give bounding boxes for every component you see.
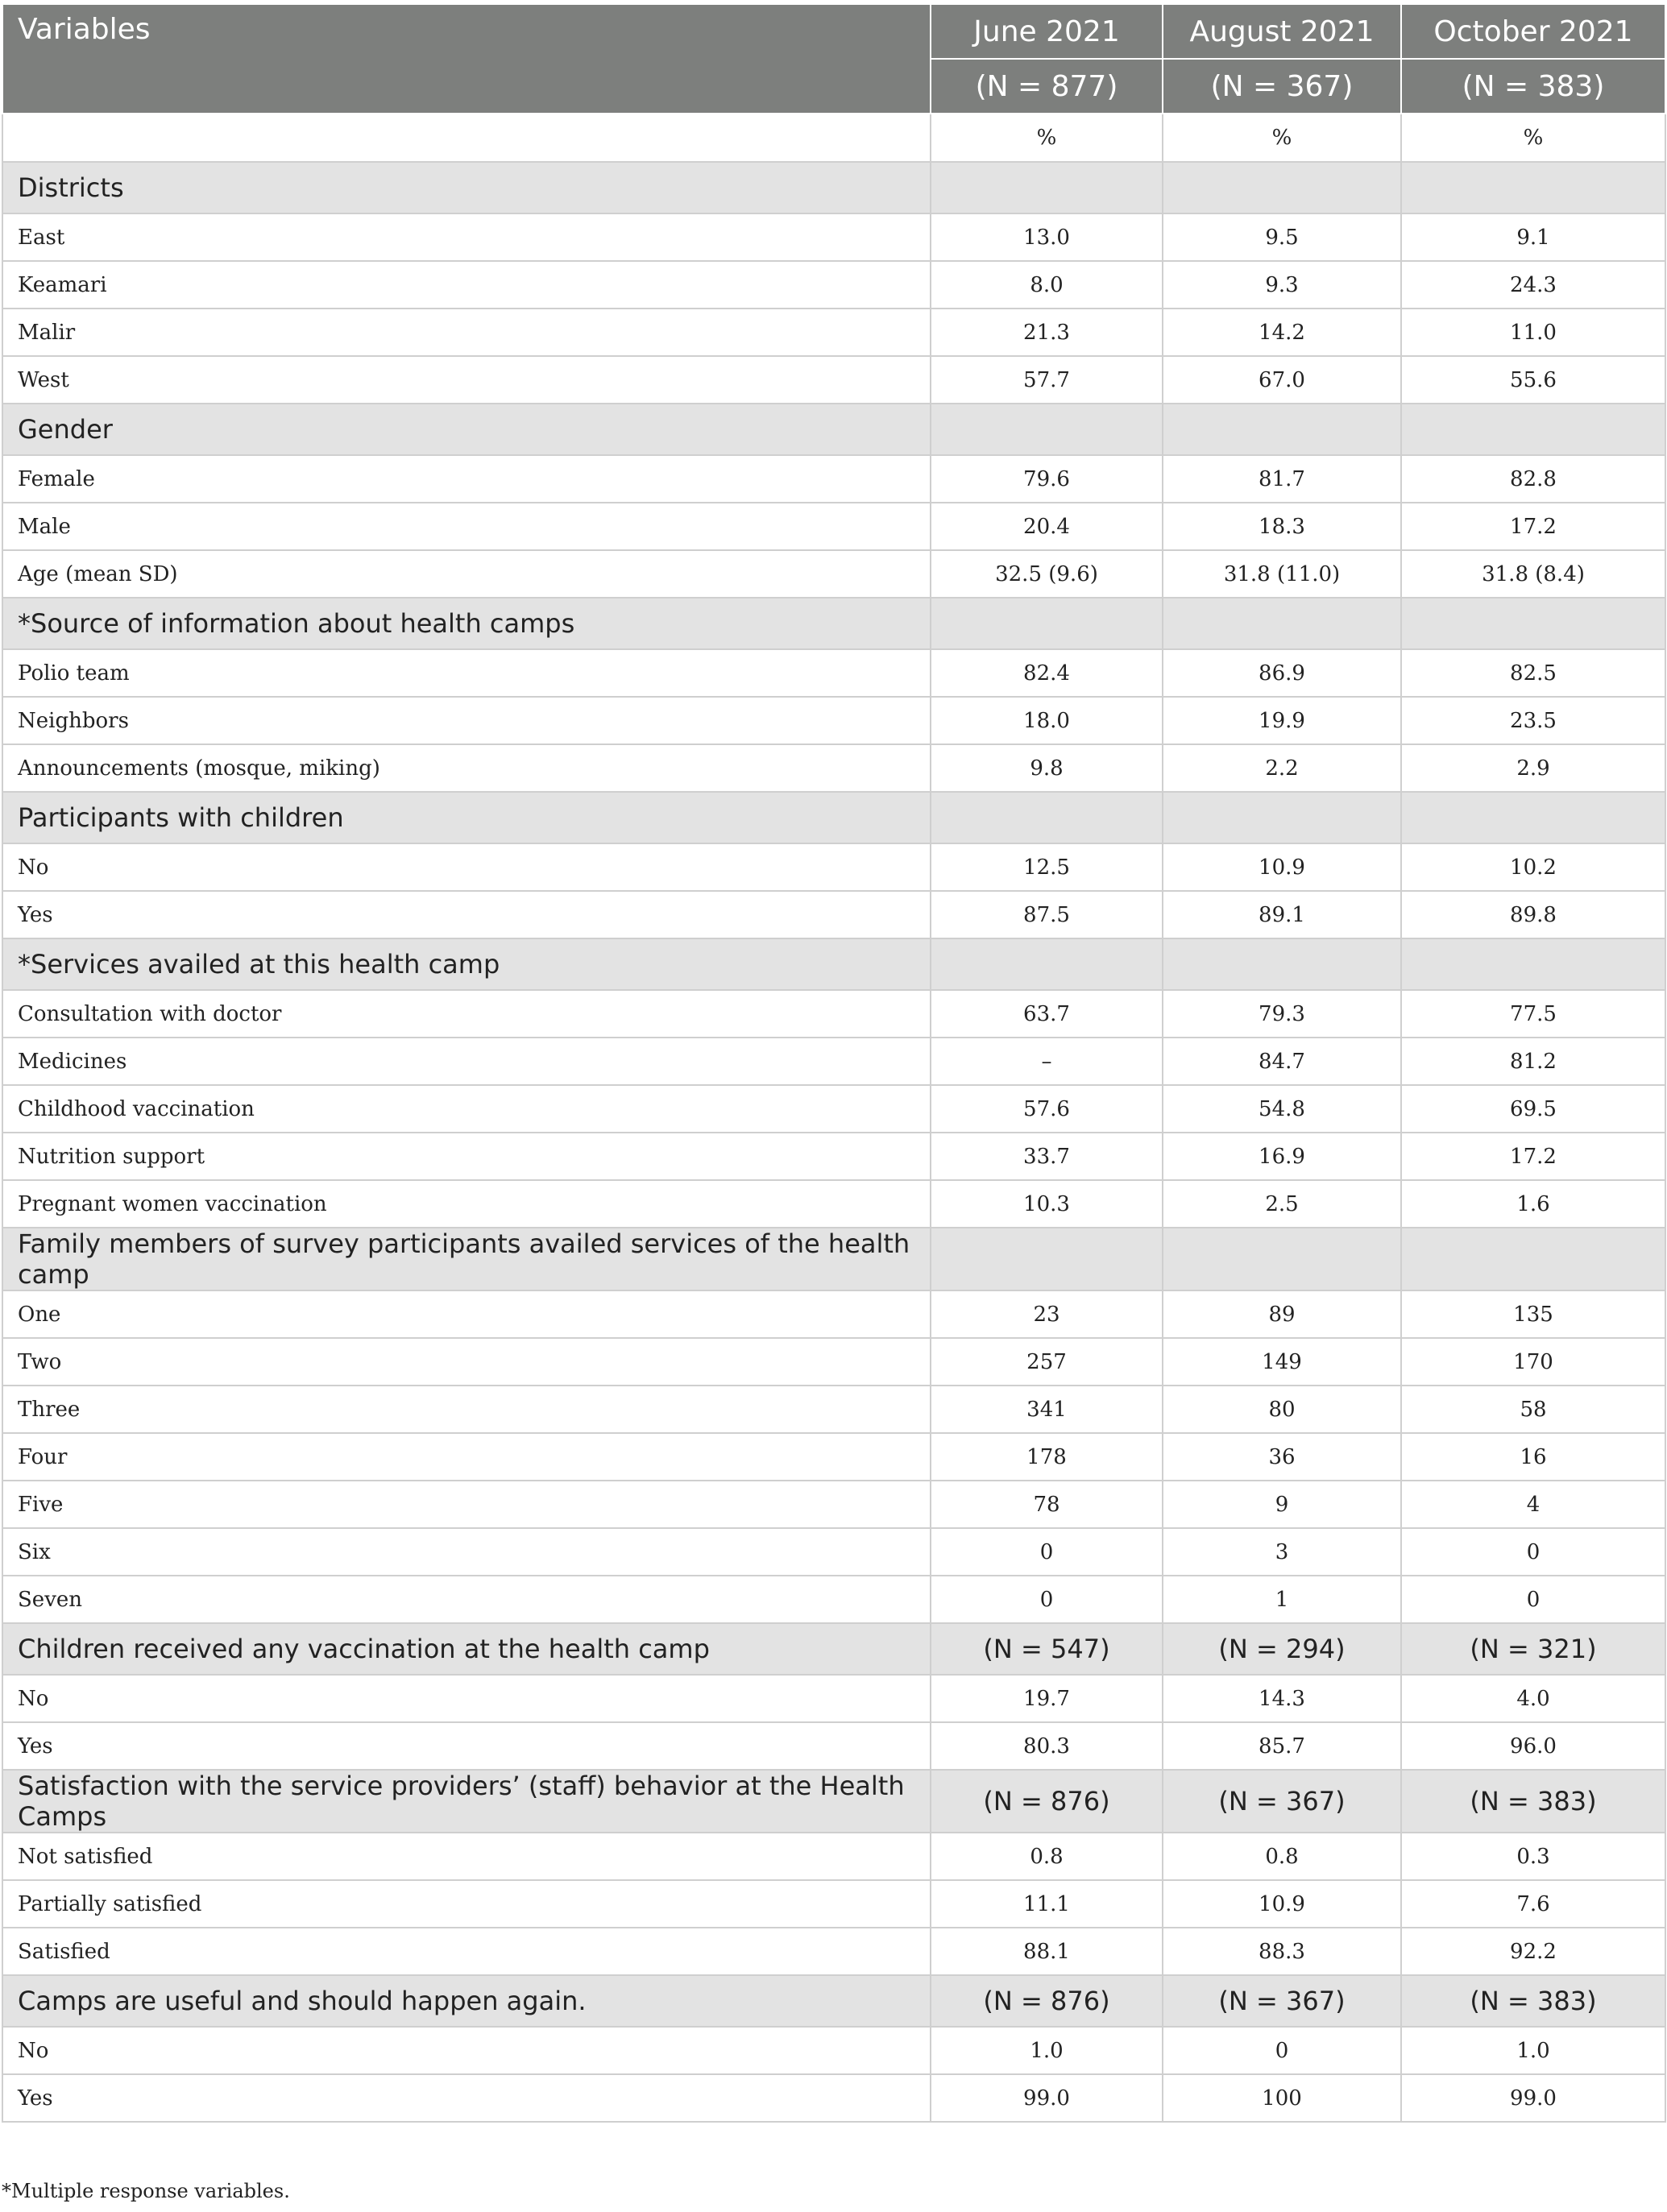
row-label: Nutrition support	[2, 1133, 931, 1180]
row-value: 82.8	[1401, 455, 1665, 503]
row-value: 33.7	[931, 1133, 1163, 1180]
section-n-label	[931, 792, 1163, 843]
row-value: 87.5	[931, 891, 1163, 938]
section-title: *Source of information about health camps	[2, 598, 931, 649]
row-value: 10.3	[931, 1180, 1163, 1228]
row-label: Keamari	[2, 261, 931, 309]
unit-cell: %	[931, 114, 1163, 162]
row-value: 23	[931, 1290, 1163, 1338]
row-value: 178	[931, 1433, 1163, 1481]
section-n-label	[931, 162, 1163, 213]
row-value: 79.6	[931, 455, 1163, 503]
section-header-row	[2, 1228, 1665, 1290]
row-value: 2.5	[1163, 1180, 1401, 1228]
row-value: 88.1	[931, 1928, 1163, 1975]
row-value: 84.7	[1163, 1038, 1401, 1085]
row-value: 0.3	[1401, 1833, 1665, 1880]
table-row	[2, 1722, 1665, 1770]
row-value: 4	[1401, 1481, 1665, 1528]
section-n-label	[1163, 938, 1401, 990]
row-value: 9	[1163, 1481, 1401, 1528]
section-header-row	[2, 1623, 1665, 1675]
row-value: 78	[931, 1481, 1163, 1528]
col-n-june: (N = 877)	[931, 59, 1163, 114]
table-row	[2, 1528, 1665, 1576]
section-n-label: (N = 383)	[1401, 1975, 1665, 2027]
section-title: Camps are useful and should happen again.	[2, 1975, 931, 2027]
row-value: 9.5	[1163, 213, 1401, 261]
col-header-june: June 2021	[931, 4, 1163, 59]
row-value: 1.0	[1401, 2027, 1665, 2074]
row-label: Childhood vaccination	[2, 1085, 931, 1133]
survey-table	[2, 3, 1666, 2123]
unit-cell: %	[1163, 114, 1401, 162]
section-n-label	[1163, 598, 1401, 649]
row-value: 10.2	[1401, 843, 1665, 891]
row-value: 89	[1163, 1290, 1401, 1338]
section-title: Gender	[2, 404, 931, 455]
row-value: 12.5	[931, 843, 1163, 891]
section-n-label: (N = 367)	[1163, 1975, 1401, 2027]
col-n-october: (N = 383)	[1401, 59, 1665, 114]
row-label: Two	[2, 1338, 931, 1386]
row-label: Seven	[2, 1576, 931, 1623]
row-value: 0.8	[1163, 1833, 1401, 1880]
table-row	[2, 503, 1665, 550]
table-row	[2, 1386, 1665, 1433]
row-value: 11.0	[1401, 309, 1665, 356]
row-value: 0	[1401, 1576, 1665, 1623]
row-value: 7.6	[1401, 1880, 1665, 1928]
row-value: 0	[931, 1576, 1163, 1623]
table-row	[2, 1290, 1665, 1338]
section-n-label	[1401, 938, 1665, 990]
row-label: West	[2, 356, 931, 404]
row-label: Pregnant women vaccination	[2, 1180, 931, 1228]
row-label: No	[2, 2027, 931, 2074]
section-n-label: (N = 547)	[931, 1623, 1163, 1675]
row-value: 99.0	[931, 2074, 1163, 2122]
row-value: 0.8	[931, 1833, 1163, 1880]
row-value: 18.3	[1163, 503, 1401, 550]
section-n-label	[931, 1228, 1163, 1290]
row-value: 85.7	[1163, 1722, 1401, 1770]
row-value: 1.0	[931, 2027, 1163, 2074]
row-value: 86.9	[1163, 649, 1401, 697]
table-row	[2, 1133, 1665, 1180]
row-value: 80	[1163, 1386, 1401, 1433]
row-value: 14.2	[1163, 309, 1401, 356]
row-value: 0	[931, 1528, 1163, 1576]
row-value: 31.8 (8.4)	[1401, 550, 1665, 598]
row-value: 13.0	[931, 213, 1163, 261]
row-label: Malir	[2, 309, 931, 356]
row-value: 257	[931, 1338, 1163, 1386]
col-n-august: (N = 367)	[1163, 59, 1401, 114]
table-row	[2, 990, 1665, 1038]
unit-cell: %	[1401, 114, 1665, 162]
row-label: Three	[2, 1386, 931, 1433]
section-n-label: (N = 321)	[1401, 1623, 1665, 1675]
section-header-row	[2, 404, 1665, 455]
row-value: 89.1	[1163, 891, 1401, 938]
row-value: 100	[1163, 2074, 1401, 2122]
section-n-label	[1401, 1228, 1665, 1290]
table-row	[2, 2074, 1665, 2122]
section-header-row	[2, 1770, 1665, 1833]
section-n-label: (N = 367)	[1163, 1770, 1401, 1833]
row-label: Not satisfied	[2, 1833, 931, 1880]
row-value: 57.6	[931, 1085, 1163, 1133]
row-label: Female	[2, 455, 931, 503]
table-row	[2, 455, 1665, 503]
variables-header: Variables	[2, 4, 931, 114]
row-value: 9.1	[1401, 213, 1665, 261]
row-value: 21.3	[931, 309, 1163, 356]
section-title: Participants with children	[2, 792, 931, 843]
col-header-october: October 2021	[1401, 4, 1665, 59]
table-row	[2, 1576, 1665, 1623]
table-row	[2, 1085, 1665, 1133]
row-value: 11.1	[931, 1880, 1163, 1928]
row-value: 0	[1401, 1528, 1665, 1576]
section-n-label	[931, 938, 1163, 990]
section-title: Districts	[2, 162, 931, 213]
row-value: 57.7	[931, 356, 1163, 404]
section-title: *Services availed at this health camp	[2, 938, 931, 990]
row-value: 170	[1401, 1338, 1665, 1386]
row-value: 24.3	[1401, 261, 1665, 309]
table-row	[2, 1338, 1665, 1386]
row-value: 2.2	[1163, 744, 1401, 792]
section-header-row	[2, 1975, 1665, 2027]
row-label: No	[2, 843, 931, 891]
row-value: 135	[1401, 1290, 1665, 1338]
row-value: 3	[1163, 1528, 1401, 1576]
table-row	[2, 1038, 1665, 1085]
table-row	[2, 309, 1665, 356]
row-label: Satisfied	[2, 1928, 931, 1975]
row-value: 82.5	[1401, 649, 1665, 697]
row-label: No	[2, 1675, 931, 1722]
row-value: 63.7	[931, 990, 1163, 1038]
row-value: 96.0	[1401, 1722, 1665, 1770]
row-value: 0	[1163, 2027, 1401, 2074]
row-label: East	[2, 213, 931, 261]
row-label: Yes	[2, 1722, 931, 1770]
section-n-label	[1401, 404, 1665, 455]
row-value: 55.6	[1401, 356, 1665, 404]
row-value: 23.5	[1401, 697, 1665, 744]
table-row	[2, 1481, 1665, 1528]
row-value: 9.3	[1163, 261, 1401, 309]
row-value: 8.0	[931, 261, 1163, 309]
row-value: 92.2	[1401, 1928, 1665, 1975]
row-value: 81.2	[1401, 1038, 1665, 1085]
section-n-label: (N = 294)	[1163, 1623, 1401, 1675]
row-value: 69.5	[1401, 1085, 1665, 1133]
row-label: Male	[2, 503, 931, 550]
row-value: 19.7	[931, 1675, 1163, 1722]
row-label: Six	[2, 1528, 931, 1576]
row-label: Yes	[2, 2074, 931, 2122]
section-n-label	[1401, 162, 1665, 213]
row-value: 99.0	[1401, 2074, 1665, 2122]
row-value: 88.3	[1163, 1928, 1401, 1975]
row-value: 67.0	[1163, 356, 1401, 404]
section-n-label: (N = 383)	[1401, 1770, 1665, 1833]
table-row	[2, 356, 1665, 404]
row-value: 341	[931, 1386, 1163, 1433]
section-n-label	[1163, 1228, 1401, 1290]
section-title: Family members of survey participants availed services of the health camp	[2, 1228, 931, 1290]
table-row	[2, 1928, 1665, 1975]
table-row	[2, 843, 1665, 891]
section-n-label: (N = 876)	[931, 1770, 1163, 1833]
row-label: Yes	[2, 891, 931, 938]
section-header-row	[2, 598, 1665, 649]
row-label: Partially satisfied	[2, 1880, 931, 1928]
row-value: 17.2	[1401, 1133, 1665, 1180]
table-row	[2, 1833, 1665, 1880]
table-row	[2, 1675, 1665, 1722]
table-row	[2, 1880, 1665, 1928]
col-header-august: August 2021	[1163, 4, 1401, 59]
section-header-row	[2, 938, 1665, 990]
row-value: –	[931, 1038, 1163, 1085]
row-value: 20.4	[931, 503, 1163, 550]
section-n-label	[1401, 598, 1665, 649]
row-value: 16	[1401, 1433, 1665, 1481]
table-row	[2, 649, 1665, 697]
table-row	[2, 2027, 1665, 2074]
row-value: 19.9	[1163, 697, 1401, 744]
unit-row	[2, 114, 1665, 162]
row-value: 17.2	[1401, 503, 1665, 550]
row-value: 10.9	[1163, 843, 1401, 891]
row-value: 16.9	[1163, 1133, 1401, 1180]
table-row	[2, 261, 1665, 309]
table-row	[2, 744, 1665, 792]
row-value: 4.0	[1401, 1675, 1665, 1722]
section-title: Children received any vaccination at the health camp	[2, 1623, 931, 1675]
row-value: 10.9	[1163, 1880, 1401, 1928]
row-label: Four	[2, 1433, 931, 1481]
table-row	[2, 697, 1665, 744]
table-row	[2, 550, 1665, 598]
section-n-label	[931, 404, 1163, 455]
row-label: Neighbors	[2, 697, 931, 744]
row-label: Announcements (mosque, miking)	[2, 744, 931, 792]
section-header-row	[2, 162, 1665, 213]
section-n-label	[1163, 792, 1401, 843]
row-value: 1.6	[1401, 1180, 1665, 1228]
row-value: 18.0	[931, 697, 1163, 744]
row-label: One	[2, 1290, 931, 1338]
row-label: Age (mean SD)	[2, 550, 931, 598]
row-value: 1	[1163, 1576, 1401, 1623]
section-title: Satisfaction with the service providers’ (staff) behavior at the Health Camps	[2, 1770, 931, 1833]
row-label: Polio team	[2, 649, 931, 697]
row-value: 89.8	[1401, 891, 1665, 938]
row-value: 36	[1163, 1433, 1401, 1481]
row-value: 54.8	[1163, 1085, 1401, 1133]
row-value: 80.3	[931, 1722, 1163, 1770]
row-value: 32.5 (9.6)	[931, 550, 1163, 598]
row-value: 82.4	[931, 649, 1163, 697]
row-value: 77.5	[1401, 990, 1665, 1038]
row-value: 2.9	[1401, 744, 1665, 792]
row-label: Five	[2, 1481, 931, 1528]
table-row	[2, 213, 1665, 261]
row-value: 81.7	[1163, 455, 1401, 503]
section-n-label	[1401, 792, 1665, 843]
section-n-label: (N = 876)	[931, 1975, 1163, 2027]
row-label: Consultation with doctor	[2, 990, 931, 1038]
section-n-label	[1163, 162, 1401, 213]
footnote: *Multiple response variables.	[2, 2180, 290, 2202]
row-value: 79.3	[1163, 990, 1401, 1038]
row-value: 9.8	[931, 744, 1163, 792]
table-row	[2, 891, 1665, 938]
section-n-label	[1163, 404, 1401, 455]
section-n-label	[931, 598, 1163, 649]
section-header-row	[2, 792, 1665, 843]
row-label: Medicines	[2, 1038, 931, 1085]
row-value: 14.3	[1163, 1675, 1401, 1722]
table-row	[2, 1433, 1665, 1481]
row-value: 31.8 (11.0)	[1163, 550, 1401, 598]
row-value: 149	[1163, 1338, 1401, 1386]
table-row	[2, 1180, 1665, 1228]
row-value: 58	[1401, 1386, 1665, 1433]
